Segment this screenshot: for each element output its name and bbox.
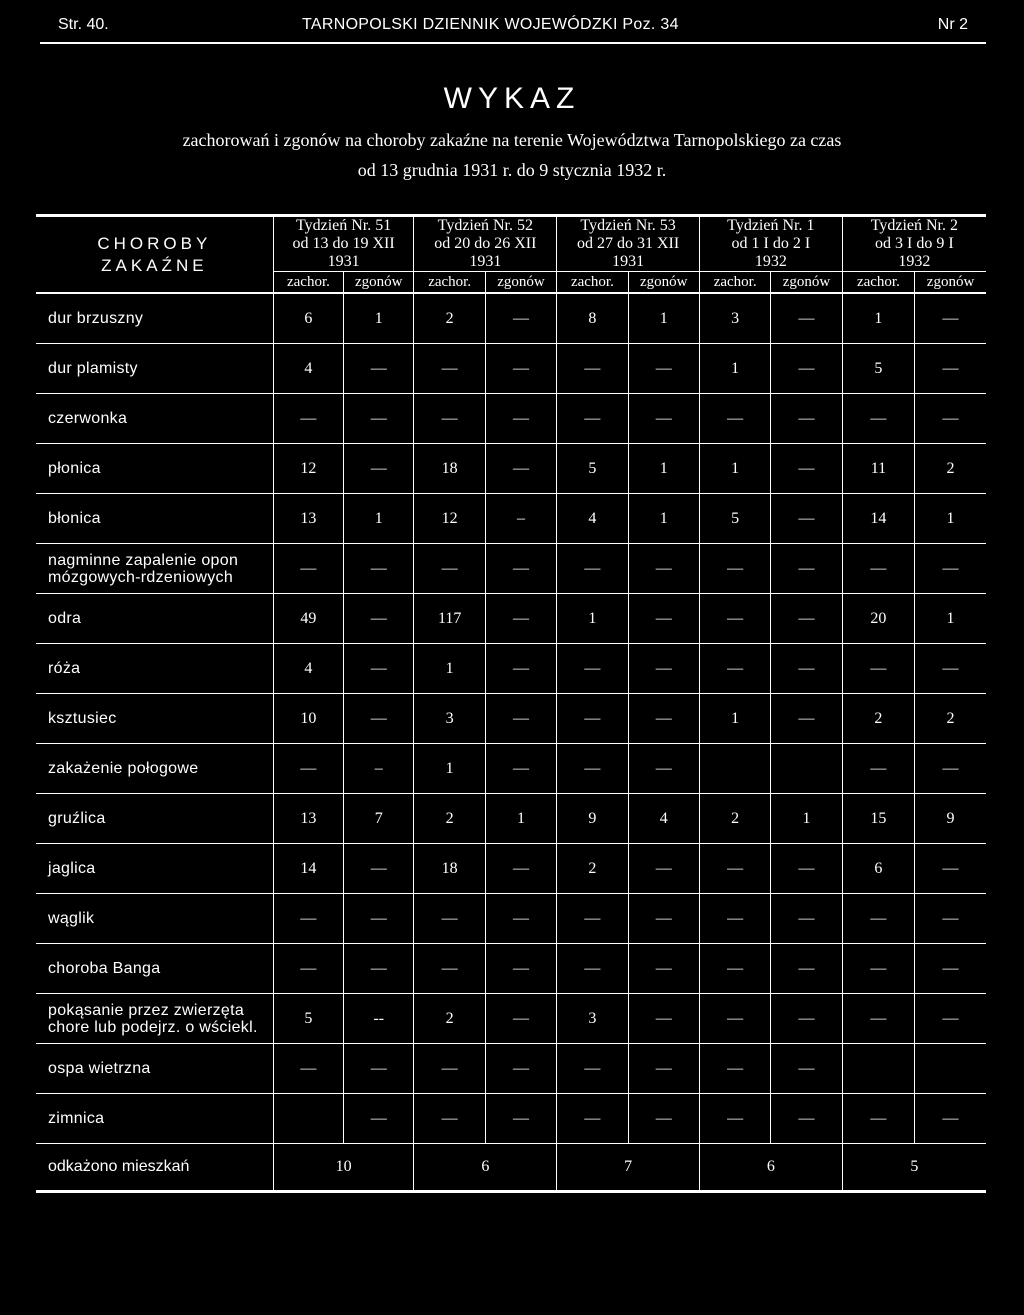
week-header [414, 216, 557, 272]
deaths-cell: — [628, 544, 699, 594]
table-row [36, 293, 986, 344]
cases-cell: — [699, 944, 770, 994]
cases-cell: 2 [414, 293, 485, 344]
deaths-column-header: zgonów [344, 272, 414, 294]
row-name: zimnica [36, 1094, 273, 1144]
page-header [40, 14, 986, 44]
table-row [36, 744, 986, 794]
row-name: odra [36, 594, 273, 644]
week-range: od 3 I do 9 I [875, 235, 954, 252]
deaths-cell: — [485, 894, 556, 944]
table-row [36, 394, 986, 444]
category-line-1: CHOROBY [97, 233, 212, 253]
cases-cell: 6 [273, 293, 343, 344]
deaths-cell: — [771, 444, 842, 494]
cases-cell: 5 [842, 344, 914, 394]
deaths-cell: — [771, 944, 842, 994]
week-header [842, 216, 986, 272]
cases-cell [273, 1094, 343, 1144]
cell-value: 5 [842, 1144, 986, 1192]
table-row [36, 794, 986, 844]
deaths-cell: — [485, 544, 556, 594]
deaths-cell: 4 [628, 794, 699, 844]
deaths-cell: — [915, 394, 986, 444]
deaths-cell: — [485, 944, 556, 994]
deaths-cell: — [771, 644, 842, 694]
cases-cell: 4 [273, 644, 343, 694]
deaths-cell: — [628, 1094, 699, 1144]
deaths-column-header: zgonów [485, 272, 556, 294]
cases-cell: — [842, 394, 914, 444]
cases-cell: — [414, 544, 485, 594]
category-header [36, 216, 273, 294]
cases-cell: — [557, 694, 628, 744]
deaths-cell: 1 [771, 794, 842, 844]
deaths-cell: — [485, 1044, 556, 1094]
deaths-cell: — [485, 344, 556, 394]
row-name: choroba Banga [36, 944, 273, 994]
cases-cell: 1 [842, 293, 914, 344]
cell-value: 10 [273, 1144, 414, 1192]
row-name: ksztusiec [36, 694, 273, 744]
deaths-cell: — [628, 944, 699, 994]
deaths-cell: — [771, 1044, 842, 1094]
week-label: Tydzień Nr. 52 [437, 217, 533, 234]
table-row [36, 944, 986, 994]
cases-cell: — [842, 1094, 914, 1144]
row-name: róża [36, 644, 273, 694]
deaths-cell: 1 [915, 494, 986, 544]
deaths-cell: — [628, 594, 699, 644]
deaths-cell: — [915, 544, 986, 594]
cases-cell: — [273, 394, 343, 444]
week-year: 1931 [469, 253, 502, 270]
row-name: dur brzuszny [36, 293, 273, 344]
cases-cell: — [273, 944, 343, 994]
week-range: od 27 do 31 XII [576, 235, 680, 252]
cases-cell: 1 [699, 694, 770, 744]
cases-cell: 1 [699, 444, 770, 494]
deaths-cell [771, 744, 842, 794]
deaths-cell: — [771, 544, 842, 594]
cases-cell: 10 [273, 694, 343, 744]
deaths-cell: — [771, 344, 842, 394]
cases-column-header: zachor. [414, 272, 485, 294]
deaths-cell: — [771, 494, 842, 544]
deaths-cell: — [915, 944, 986, 994]
deaths-cell: — [915, 293, 986, 344]
deaths-cell: 1 [344, 494, 414, 544]
deaths-cell [915, 1044, 986, 1094]
deaths-cell: — [485, 293, 556, 344]
deaths-cell: — [628, 694, 699, 744]
cases-cell: 4 [273, 344, 343, 394]
cases-cell: 5 [699, 494, 770, 544]
deaths-cell: — [628, 344, 699, 394]
week-header [557, 216, 700, 272]
deaths-cell: — [344, 344, 414, 394]
deaths-cell: — [771, 594, 842, 644]
cases-cell: 18 [414, 444, 485, 494]
cases-cell: — [557, 344, 628, 394]
cases-cell: — [557, 394, 628, 444]
deaths-cell: 2 [915, 444, 986, 494]
week-range: od 13 do 19 XII [292, 235, 395, 252]
document-title: WYKAZ [443, 82, 581, 115]
deaths-cell: — [915, 644, 986, 694]
cases-cell: — [414, 1044, 485, 1094]
cases-cell: 12 [273, 444, 343, 494]
cases-cell: 117 [414, 594, 485, 644]
table-row [36, 994, 986, 1044]
cases-cell: — [842, 544, 914, 594]
cell-value: 6 [414, 1144, 557, 1192]
cases-cell: — [414, 1094, 485, 1144]
disinfection-row [36, 1144, 986, 1192]
row-name: wąglik [36, 894, 273, 944]
cases-cell: — [557, 744, 628, 794]
deaths-cell: 1 [915, 594, 986, 644]
cases-cell: — [273, 1044, 343, 1094]
cases-cell: — [414, 344, 485, 394]
cases-cell: 2 [842, 694, 914, 744]
cases-cell: 18 [414, 844, 485, 894]
deaths-cell: — [628, 394, 699, 444]
issue-number: Nr 2 [937, 16, 968, 33]
row-name: odkażono mieszkań [36, 1144, 273, 1192]
cases-cell: 5 [273, 994, 343, 1044]
table-body [36, 293, 986, 1144]
cases-cell: 20 [842, 594, 914, 644]
cases-cell: — [699, 844, 770, 894]
deaths-cell: — [485, 644, 556, 694]
table-row [36, 344, 986, 394]
deaths-cell: 1 [628, 494, 699, 544]
cases-cell: 8 [557, 293, 628, 344]
deaths-cell: — [344, 394, 414, 444]
deaths-cell: — [344, 694, 414, 744]
cases-cell: — [273, 744, 343, 794]
deaths-cell: — [344, 1044, 414, 1094]
cases-cell: 2 [414, 794, 485, 844]
cases-cell: — [699, 1044, 770, 1094]
cases-cell: 3 [557, 994, 628, 1044]
cases-cell: — [699, 544, 770, 594]
cases-cell: — [557, 1094, 628, 1144]
cases-cell: — [699, 894, 770, 944]
row-name: jaglica [36, 844, 273, 894]
deaths-cell: — [344, 944, 414, 994]
week-label: Tydzień Nr. 51 [295, 217, 392, 234]
deaths-cell: — [485, 744, 556, 794]
deaths-cell: 1 [628, 293, 699, 344]
table-row [36, 544, 986, 594]
deaths-cell: — [915, 894, 986, 944]
week-year: 1932 [898, 253, 931, 270]
table-row [36, 644, 986, 694]
cases-column-header: zachor. [557, 272, 628, 294]
deaths-cell: — [485, 444, 556, 494]
cases-cell: — [699, 1094, 770, 1144]
cases-cell: — [557, 1044, 628, 1094]
cases-cell: — [699, 994, 770, 1044]
row-name: czerwonka [36, 394, 273, 444]
cell-value: 7 [557, 1144, 700, 1192]
table-row [36, 494, 986, 544]
cases-column-header: zachor. [273, 272, 343, 294]
cases-cell: — [699, 594, 770, 644]
deaths-cell: 1 [485, 794, 556, 844]
cases-cell: 3 [414, 694, 485, 744]
deaths-cell: — [628, 994, 699, 1044]
deaths-cell: 7 [344, 794, 414, 844]
cases-cell: 15 [842, 794, 914, 844]
week-range: od 20 do 26 XII [434, 235, 537, 252]
cases-cell: 49 [273, 594, 343, 644]
deaths-cell: – [344, 744, 414, 794]
deaths-cell: — [771, 394, 842, 444]
cases-cell: 11 [842, 444, 914, 494]
cases-cell: 1 [414, 644, 485, 694]
deaths-cell: — [485, 394, 556, 444]
cases-cell: — [414, 894, 485, 944]
week-label: Tydzień Nr. 2 [870, 217, 958, 234]
row-name: płonica [36, 444, 273, 494]
deaths-cell: — [915, 844, 986, 894]
table-row [36, 1094, 986, 1144]
week-label: Tydzień Nr. 1 [727, 217, 815, 234]
deaths-cell: 2 [915, 694, 986, 744]
deaths-cell: — [344, 544, 414, 594]
deaths-cell: -- [344, 994, 414, 1044]
deaths-cell: — [485, 594, 556, 644]
cases-cell: — [699, 644, 770, 694]
deaths-column-header: zgonów [915, 272, 986, 294]
cases-cell: — [842, 894, 914, 944]
deaths-cell: — [915, 744, 986, 794]
cases-cell: 1 [699, 344, 770, 394]
cases-cell: — [414, 944, 485, 994]
cases-cell: — [842, 944, 914, 994]
deaths-cell: — [628, 744, 699, 794]
week-header [273, 216, 414, 272]
cases-cell: 14 [842, 494, 914, 544]
cases-cell: 12 [414, 494, 485, 544]
category-line-2: ZAKAŹNE [101, 255, 208, 275]
document-period: od 13 grudnia 1931 r. do 9 stycznia 1932 r. [357, 160, 667, 180]
cases-cell [699, 744, 770, 794]
deaths-cell: — [628, 1044, 699, 1094]
cases-cell: 1 [557, 594, 628, 644]
week-year: 1932 [754, 253, 787, 270]
week-range: od 1 I do 2 I [731, 235, 811, 252]
deaths-cell: — [485, 994, 556, 1044]
deaths-cell: — [344, 844, 414, 894]
deaths-cell: — [485, 844, 556, 894]
deaths-cell: — [485, 694, 556, 744]
cases-cell: — [557, 544, 628, 594]
row-name: dur plamisty [36, 344, 273, 394]
week-header [699, 216, 842, 272]
cases-cell: 14 [273, 844, 343, 894]
cases-cell: — [842, 744, 914, 794]
deaths-cell: — [771, 293, 842, 344]
cases-cell: 4 [557, 494, 628, 544]
cases-column-header: zachor. [699, 272, 770, 294]
cases-cell: 2 [414, 994, 485, 1044]
deaths-cell: 9 [915, 794, 986, 844]
table-row [36, 894, 986, 944]
cases-cell: 3 [699, 293, 770, 344]
row-name: pokąsanie przez zwierzęta chore lub podejrz. o wściekl. [36, 994, 273, 1044]
deaths-cell: 1 [344, 293, 414, 344]
deaths-cell: — [628, 894, 699, 944]
table-row [36, 844, 986, 894]
cases-cell: 2 [557, 844, 628, 894]
cases-cell: 6 [842, 844, 914, 894]
cases-cell: — [414, 394, 485, 444]
cases-cell: 2 [699, 794, 770, 844]
row-name: zakażenie połogowe [36, 744, 273, 794]
cases-cell: 5 [557, 444, 628, 494]
table-row [36, 444, 986, 494]
table-row [36, 1044, 986, 1094]
cell-value: 6 [699, 1144, 842, 1192]
deaths-cell: — [344, 444, 414, 494]
week-year: 1931 [327, 253, 360, 270]
page-number: Str. 40. [58, 16, 109, 33]
week-label: Tydzień Nr. 53 [580, 217, 676, 234]
table-row [36, 594, 986, 644]
cases-cell: — [557, 894, 628, 944]
deaths-cell: 1 [628, 444, 699, 494]
deaths-cell: – [485, 494, 556, 544]
row-name: nagminne zapalenie opon mózgowych-rdzeniowych [36, 544, 273, 594]
row-name: ospa wietrzna [36, 1044, 273, 1094]
cases-cell: — [842, 644, 914, 694]
deaths-cell: — [485, 1094, 556, 1144]
cases-cell: — [842, 994, 914, 1044]
deaths-cell: — [915, 994, 986, 1044]
cases-cell: — [273, 544, 343, 594]
week-year: 1931 [612, 253, 645, 270]
deaths-cell: — [771, 844, 842, 894]
cases-column-header: zachor. [842, 272, 914, 294]
cases-cell: — [557, 944, 628, 994]
deaths-cell: — [344, 644, 414, 694]
deaths-cell: — [915, 344, 986, 394]
deaths-column-header: zgonów [771, 272, 842, 294]
deaths-cell: — [344, 594, 414, 644]
deaths-cell: — [628, 844, 699, 894]
row-name: błonica [36, 494, 273, 544]
deaths-cell: — [344, 894, 414, 944]
cases-cell: — [699, 394, 770, 444]
deaths-cell: — [771, 694, 842, 744]
deaths-cell: — [771, 1094, 842, 1144]
deaths-column-header: zgonów [628, 272, 699, 294]
deaths-cell: — [771, 994, 842, 1044]
table-row [36, 694, 986, 744]
cases-cell: — [273, 894, 343, 944]
cases-cell: 9 [557, 794, 628, 844]
cases-cell: — [557, 644, 628, 694]
deaths-cell: — [915, 1094, 986, 1144]
cases-cell [842, 1044, 914, 1094]
deaths-cell: — [771, 894, 842, 944]
row-name: gruźlica [36, 794, 273, 844]
cases-cell: 13 [273, 494, 343, 544]
document-subtitle: zachorowań i zgonów na choroby zakaźne na terenie Województwa Tarnopolskiego za czas [182, 130, 842, 150]
journal-title: TARNOPOLSKI DZIENNIK WOJEWÓDZKI Poz. 34 [302, 16, 679, 33]
deaths-cell: — [344, 1094, 414, 1144]
cases-cell: 1 [414, 744, 485, 794]
cases-cell: 13 [273, 794, 343, 844]
disease-table [36, 214, 986, 1193]
deaths-cell: — [628, 644, 699, 694]
